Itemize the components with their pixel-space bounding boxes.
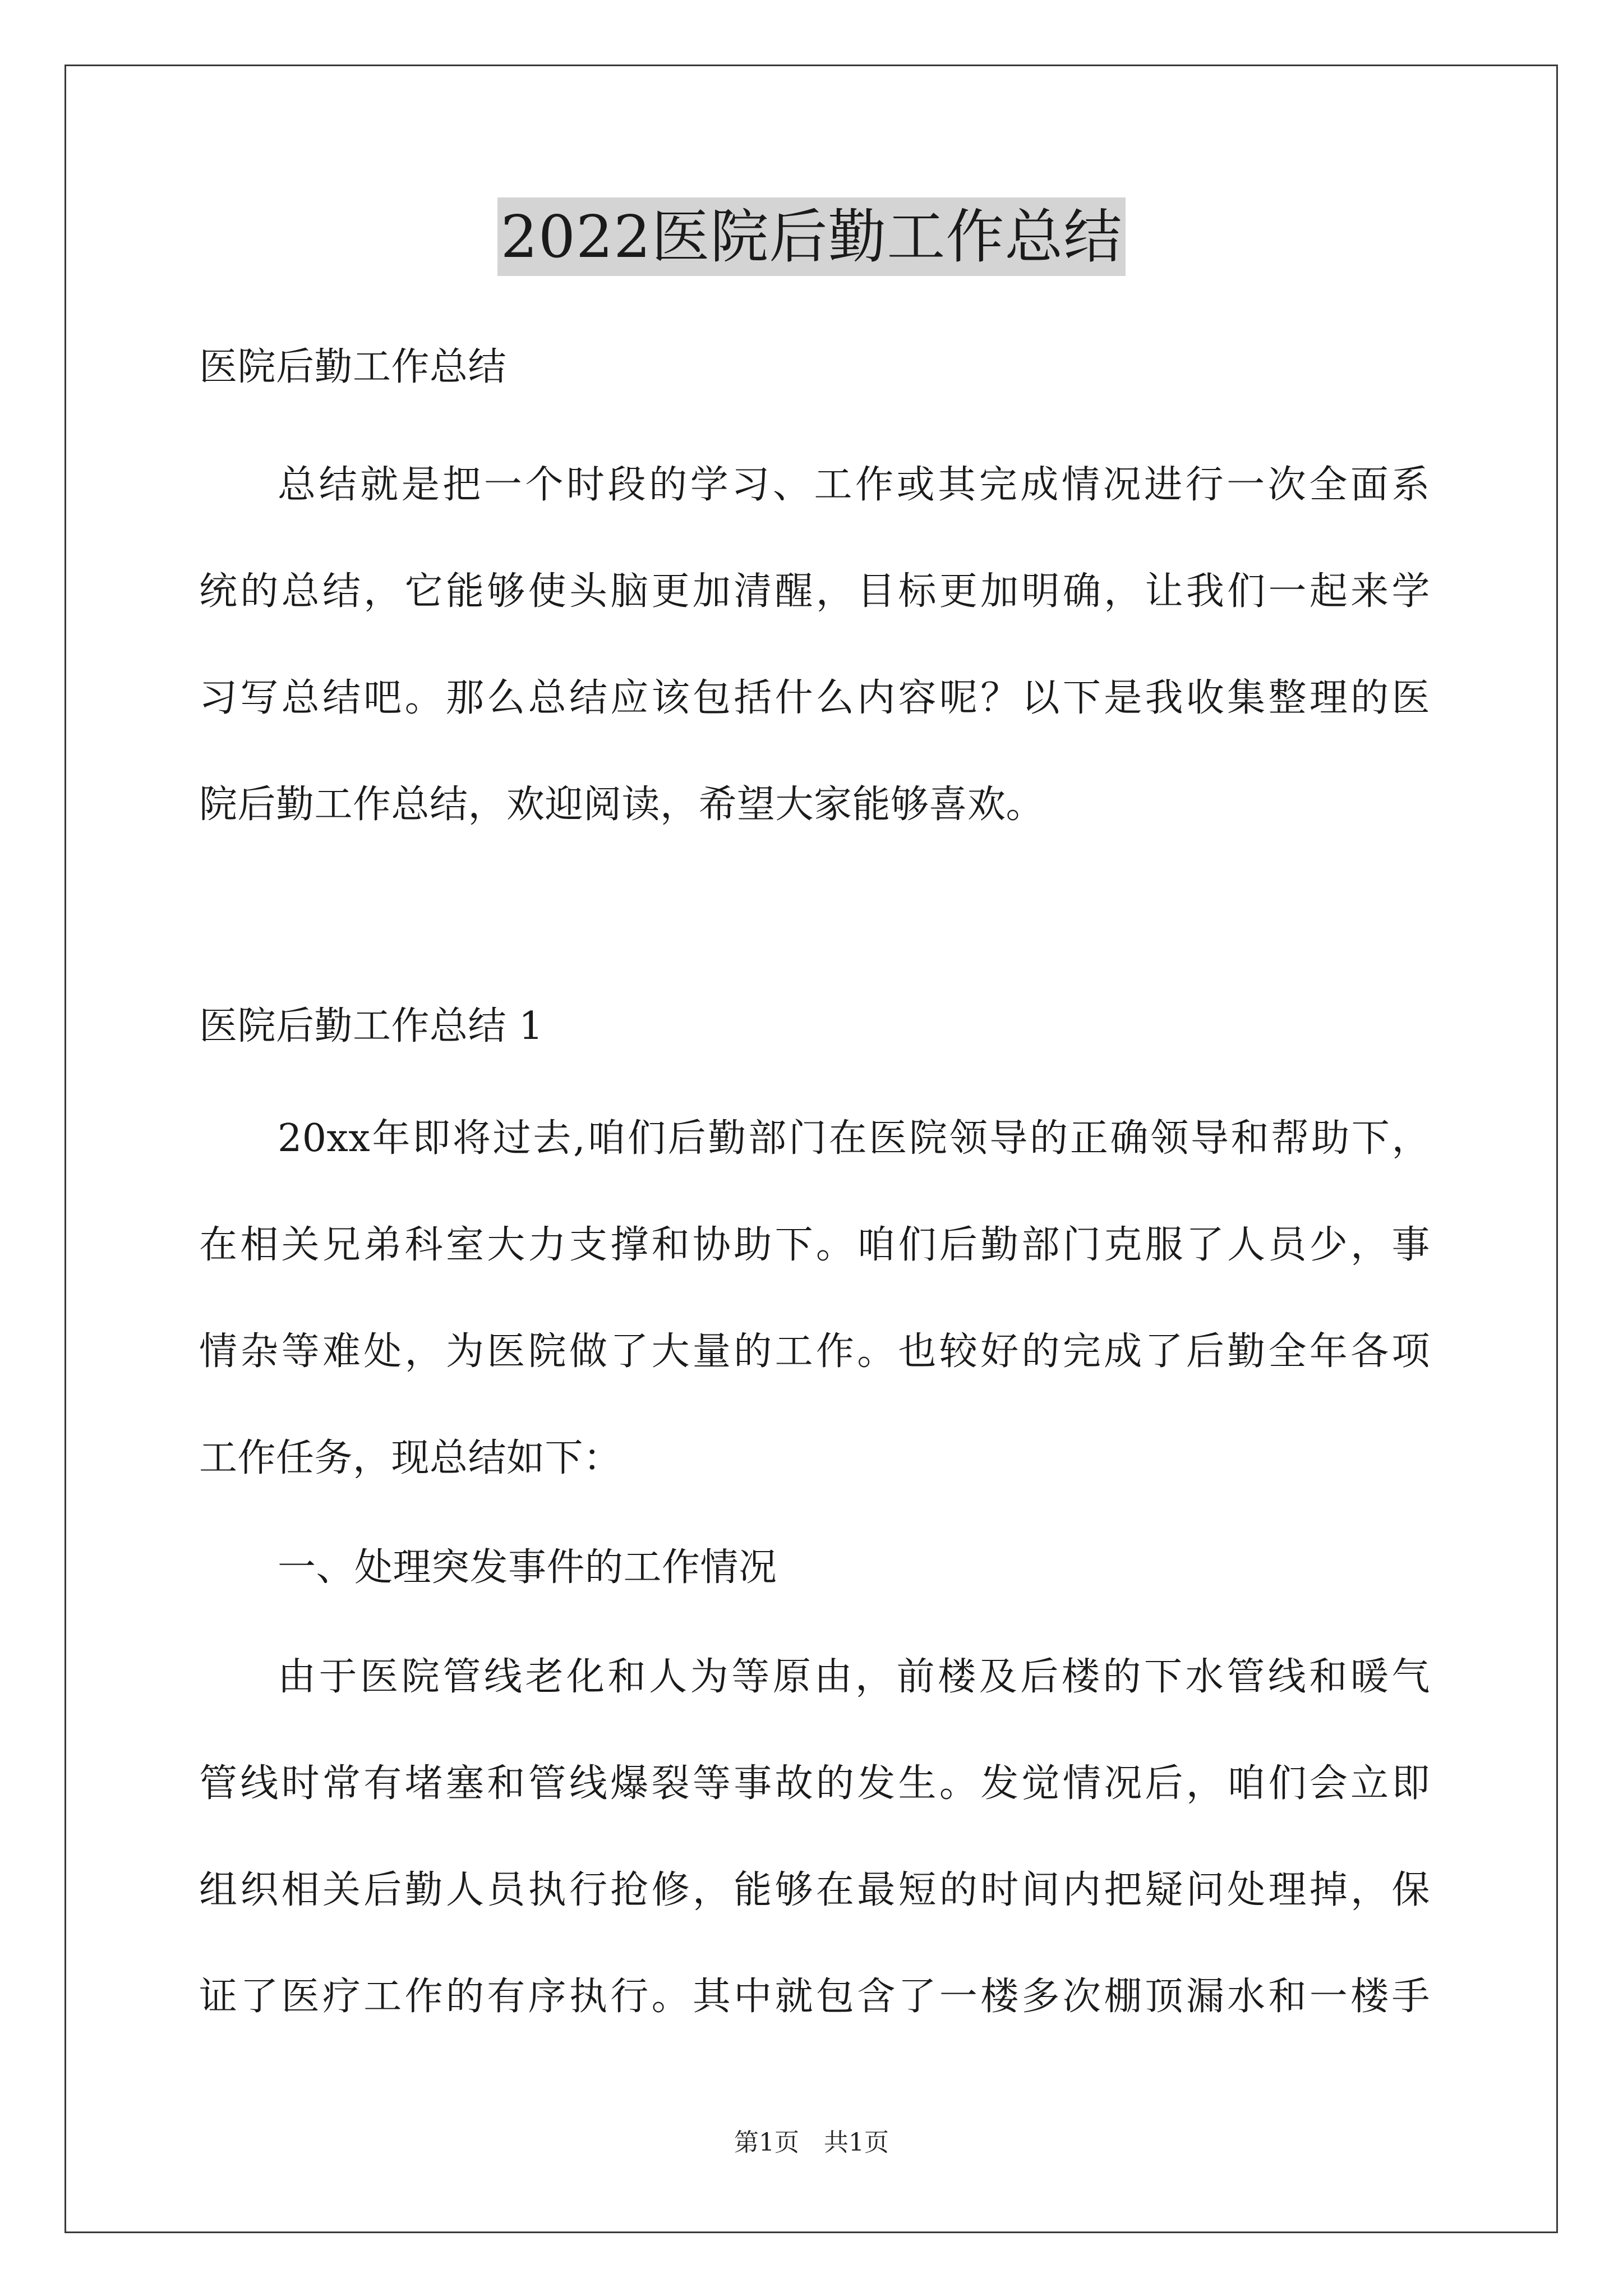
title-block — [0, 197, 1623, 276]
section-heading: 医院后勤工作总结 — [199, 345, 507, 389]
paragraph-line: 工作任务，现总结如下： — [199, 1436, 622, 1480]
paragraph-line: 管线时常有堵塞和管线爆裂等事故的发生。发觉情况后，咱们会立即 — [199, 1761, 1430, 1806]
paragraph-line: 院后勤工作总结，欢迎阅读，希望大家能够喜欢。 — [199, 783, 1045, 827]
paragraph-line: 组织相关后勤人员执行抢修，能够在最短的时间内把疑问处理掉，保 — [199, 1868, 1430, 1912]
paragraph-line: 习写总结吧。那么总结应该包括什么内容呢？以下是我收集整理的医 — [199, 676, 1430, 720]
document-title: 2022医院后勤工作总结 — [497, 197, 1126, 276]
paragraph-line: 20xx年即将过去,咱们后勤部门在医院领导的正确领导和帮助下， — [278, 1116, 1430, 1161]
paragraph-line: 证了医疗工作的有序执行。其中就包含了一楼多次棚顶漏水和一楼手 — [199, 1975, 1430, 2019]
section-heading: 医院后勤工作总结 1 — [199, 1004, 543, 1048]
paragraph-line: 在相关兄弟科室大力支撑和协助下。咱们后勤部门克服了人员少，事 — [199, 1223, 1430, 1267]
paragraph-line: 总结就是把一个时段的学习、工作或其完成情况进行一次全面系 — [278, 463, 1430, 507]
page-footer: 第1页 共1页 — [734, 2128, 889, 2157]
subsection-heading: 一、处理突发事件的工作情况 — [278, 1545, 777, 1590]
paragraph-line: 统的总结，它能够使头脑更加清醒，目标更加明确，让我们一起来学 — [199, 569, 1430, 614]
paragraph-line: 情杂等难处，为医院做了大量的工作。也较好的完成了后勤全年各项 — [199, 1329, 1430, 1374]
paragraph-line: 由于医院管线老化和人为等原由，前楼及后楼的下水管线和暖气 — [278, 1655, 1430, 1699]
